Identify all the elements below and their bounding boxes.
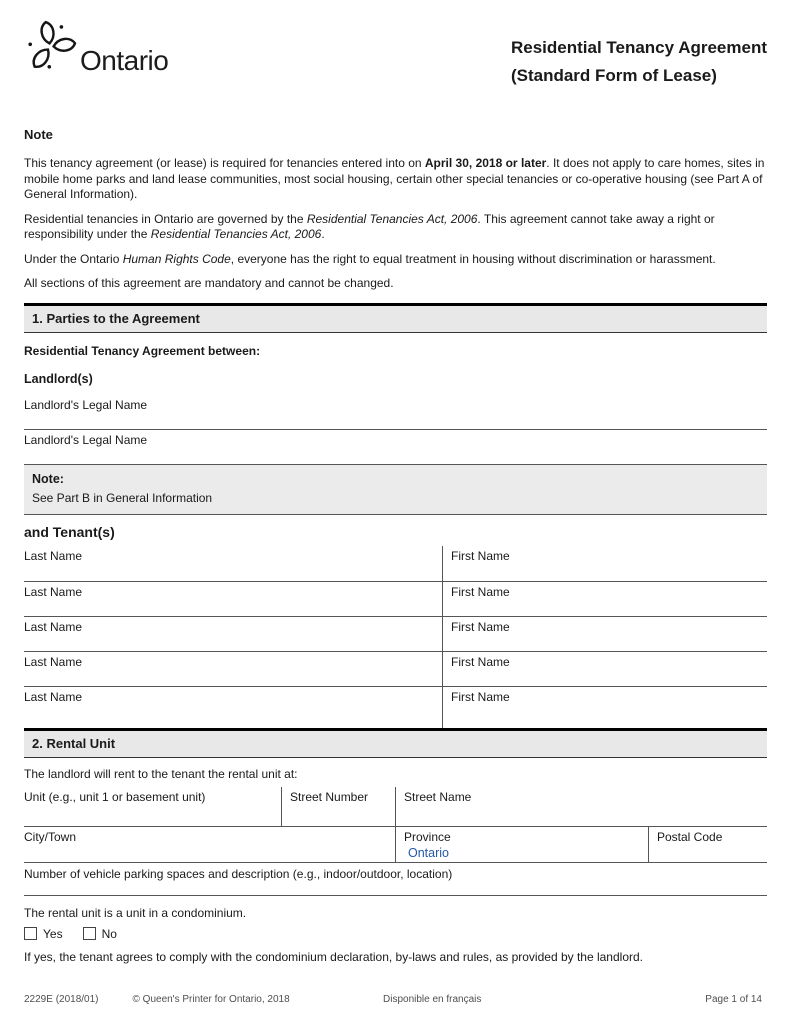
landlords-heading: Landlord(s): [24, 371, 93, 386]
landlord-legal-name-field-1[interactable]: [24, 386, 767, 430]
postal-code-label: Postal Code: [657, 829, 723, 844]
street-number-label: Street Number: [290, 789, 369, 804]
tenant-1-last-name-label: Last Name: [24, 548, 83, 563]
street-name-label: Street Name: [404, 789, 472, 804]
ontario-logo-wordmark: Ontario: [80, 45, 169, 76]
street-name-field[interactable]: [395, 787, 767, 826]
ontario-logo: [24, 20, 168, 77]
tenant-2-last-name-label: Last Name: [24, 584, 83, 599]
tenant-5-first-name-field[interactable]: [442, 687, 767, 728]
note-p2-text-2: . This agreement cannot take away a right or responsibility under the: [24, 211, 715, 242]
postal-code-field[interactable]: [648, 827, 767, 862]
ontario-trillium-logo-icon: [24, 20, 78, 77]
tenants-heading: and Tenant(s): [24, 523, 115, 540]
rental-unit-intro: The landlord will rent to the tenant the rental unit at:: [24, 766, 298, 781]
tenant-4-last-name-label: Last Name: [24, 654, 83, 669]
unit-label: Unit (e.g., unit 1 or basement unit): [24, 789, 206, 804]
address-table: [24, 787, 767, 896]
tenant-row-5: [24, 686, 767, 728]
tenant-5-first-name-label: First Name: [451, 689, 510, 704]
tenant-1-first-name-field[interactable]: [442, 546, 767, 581]
tenant-3-last-name-field[interactable]: [24, 617, 442, 651]
address-row-1: [24, 787, 767, 827]
note-p2-act-italic: Residential Tenancies Act, 2006: [306, 211, 478, 226]
parking-label: Number of vehicle parking spaces and description (e.g., indoor/outdoor, location): [24, 866, 453, 881]
condo-no-label: No: [101, 926, 117, 941]
note-box-text: See Part B in General Information: [32, 490, 213, 505]
tenant-table: [24, 546, 767, 728]
note-p1-bold-date: April 30, 2018 or later: [424, 156, 547, 171]
note-p2-act-italic-2: Residential Tenancies Act, 2006: [150, 227, 322, 242]
condo-no-checkbox[interactable]: [83, 927, 96, 940]
province-label: Province: [404, 829, 451, 844]
agreement-between-label: Residential Tenancy Agreement between:: [24, 343, 261, 358]
condo-yes-checkbox[interactable]: [24, 927, 37, 940]
tenant-row-4: [24, 651, 767, 686]
tenant-3-first-name-label: First Name: [451, 619, 510, 634]
footer-left-group: [24, 994, 290, 1005]
unit-field[interactable]: [24, 787, 281, 826]
note-paragraph-3: [24, 252, 767, 268]
copyright-text: © Queen's Printer for Ontario, 2018: [132, 994, 290, 1005]
tenant-row-2: [24, 581, 767, 616]
street-number-field[interactable]: [281, 787, 395, 826]
note-heading: Note: [24, 127, 53, 143]
tenant-4-first-name-field[interactable]: [442, 652, 767, 686]
note-p1-text: This tenancy agreement (or lease) is required for tenancies entered into on: [24, 156, 425, 171]
landlord-legal-name-field-2[interactable]: [24, 430, 767, 465]
tenant-2-first-name-label: First Name: [451, 584, 510, 599]
note-p3-code-italic: Human Rights Code: [122, 251, 231, 266]
parking-field[interactable]: [24, 863, 767, 896]
page-number: Page 1 of 14: [705, 994, 762, 1005]
document-title-line2: (Standard Form of Lease): [510, 65, 717, 85]
landlord-legal-name-label-1: Landlord's Legal Name: [24, 397, 148, 412]
tenant-row-1: [24, 546, 767, 581]
province-field[interactable]: [395, 827, 648, 862]
condo-yes-option[interactable]: [24, 927, 63, 941]
tenant-3-last-name-label: Last Name: [24, 619, 83, 634]
note-p2-text-3: .: [321, 227, 325, 242]
condo-yes-label: Yes: [43, 926, 63, 941]
french-availability-text: Disponible en français: [383, 994, 482, 1005]
tenant-4-first-name-label: First Name: [451, 654, 510, 669]
tenant-1-first-name-label: First Name: [451, 548, 510, 563]
province-value[interactable]: Ontario: [408, 845, 449, 860]
page-header: [24, 20, 767, 89]
document-title-line1: Residential Tenancy Agreement: [510, 38, 767, 57]
document-title: [511, 34, 767, 89]
condominium-statement: The rental unit is a unit in a condominium.: [24, 905, 247, 920]
address-row-2: [24, 827, 767, 863]
section-1-header: 1. Parties to the Agreement: [24, 303, 767, 333]
tenant-5-last-name-label: Last Name: [24, 689, 83, 704]
tenant-5-last-name-field[interactable]: [24, 687, 442, 728]
note-p3-text: Under the Ontario: [24, 251, 123, 266]
city-town-field[interactable]: [24, 827, 395, 862]
note-paragraph-1: [24, 156, 767, 203]
page-footer: [24, 994, 767, 1007]
condo-no-option[interactable]: [83, 927, 117, 941]
tenant-2-first-name-field[interactable]: [442, 582, 767, 616]
note-paragraph-2: [24, 212, 767, 243]
city-town-label: City/Town: [24, 829, 77, 844]
tenant-2-last-name-field[interactable]: [24, 582, 442, 616]
condominium-checkbox-row: [24, 927, 767, 941]
landlord-legal-name-label-2: Landlord's Legal Name: [24, 432, 148, 447]
note-box-heading: Note:: [32, 471, 64, 486]
tenant-4-last-name-field[interactable]: [24, 652, 442, 686]
note-p1-text-2: . It does not apply to care homes, sites in mobile home parks and land lease communities, most social housing, certain other special tenancies or co-operative housing (see Part A of General Information).: [24, 156, 765, 202]
note-box: [24, 465, 767, 515]
section-2-header: 2. Rental Unit: [24, 728, 767, 758]
note-paragraph-4: All sections of this agreement are mandatory and cannot be changed.: [24, 276, 394, 291]
form-number: 2229E (2018/01): [24, 994, 99, 1005]
note-p2-text: Residential tenancies in Ontario are governed by the: [24, 211, 307, 226]
tenant-1-last-name-field[interactable]: [24, 546, 442, 581]
tenant-row-3: [24, 616, 767, 651]
note-p3-text-2: , everyone has the right to equal treatment in housing without discrimination or harassment.: [230, 251, 716, 266]
condominium-if-yes-text: If yes, the tenant agrees to comply with the condominium declaration, by-laws and rules, as provided by the landlord.: [24, 949, 644, 964]
tenant-3-first-name-field[interactable]: [442, 617, 767, 651]
